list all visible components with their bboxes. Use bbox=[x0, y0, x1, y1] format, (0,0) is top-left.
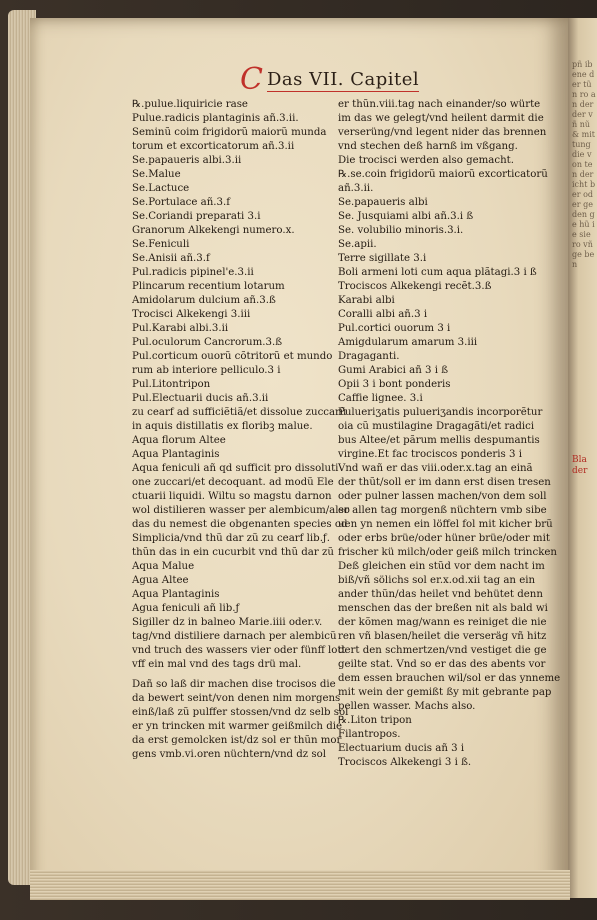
text-line: der kõmen mag/wann es reiniget die nie bbox=[338, 617, 547, 628]
text-line: Trocisci Alkekengi 3.iii bbox=[132, 309, 251, 320]
text-line: ander thũn/das heilet vnd behütet denn bbox=[338, 589, 543, 600]
text-line: Se. Jusquiami albi añ.3.i ß bbox=[338, 211, 474, 222]
chapter-title: Das VII. Capitel bbox=[266, 68, 420, 90]
text-line: Deß gleichen ein stũd vor dem nacht im bbox=[338, 561, 545, 572]
text-line: einß/laß zũ pulffer stossen/vnd dz selb sol bbox=[132, 707, 349, 718]
text-line: da bewert seint/von denen nim morgens bbox=[132, 693, 341, 704]
text-line: Aqua feniculi añ qd sufficit pro dissoluti bbox=[132, 463, 339, 474]
text-line: ℞.Liton tripon bbox=[338, 715, 412, 726]
book-bottom-edge bbox=[30, 870, 570, 900]
text-line: zu cearf ad sufficiẽtiã/et dissolue zuccarũ bbox=[132, 407, 347, 418]
text-line: Boli armeni loti cum aqua plãtagi.3 i ß bbox=[338, 267, 537, 278]
facing-page-rubric: Bla der bbox=[572, 455, 588, 476]
text-line: Se.papaueris albi.3.ii bbox=[132, 155, 242, 166]
text-line: Pulue.radicis plantaginis añ.3.ii. bbox=[132, 113, 299, 124]
text-line: oder pulner lassen machen/von dem soll bbox=[338, 491, 547, 502]
text-line: Filantropos. bbox=[338, 729, 401, 740]
text-line: in aquis distillatis ex floribꝫ malue. bbox=[132, 421, 313, 432]
text-line: Se.Portulace añ.3.f bbox=[132, 197, 231, 208]
text-line: er allen tag morgenß nüchtern vmb sibe bbox=[338, 505, 547, 516]
text-line: virgine.Et fac trociscos ponderis 3 i bbox=[338, 449, 522, 460]
text-line: Electuarium ducis añ 3 i bbox=[338, 743, 465, 754]
text-line: menschen das der breßen nit als bald wi bbox=[338, 603, 548, 614]
text-line: Seminũ coim frigidorũ maiorũ munda bbox=[132, 127, 327, 138]
rubric-initial: C bbox=[240, 62, 263, 97]
text-line: Simplicia/vnd thũ dar zũ zu cearf lib.ƒ. bbox=[132, 533, 330, 544]
text-line: frischer kü milch/oder geiß milch trincken bbox=[338, 547, 557, 558]
text-line: mit wein der gemißt ßy mit gebrante pap bbox=[338, 687, 552, 698]
text-line: Die trocisci werden also gemacht. bbox=[338, 155, 514, 166]
text-line: Coralli albi añ.3 i bbox=[338, 309, 428, 320]
text-line: Se.apii. bbox=[338, 239, 377, 250]
text-line: pellen wasser. Machs also. bbox=[338, 701, 476, 712]
text-line: im das we gelegt/vnd heilent darmit die bbox=[338, 113, 544, 124]
text-line: Se.Lactuce bbox=[132, 183, 190, 194]
text-line: Trociscos Alkekengi 3 i ß. bbox=[338, 757, 472, 768]
text-line: Aqua florum Altee bbox=[132, 435, 226, 446]
text-line: Pul.radicis pipinel'e.3.ii bbox=[132, 267, 254, 278]
text-line: Pul.Karabi albi.3.ii bbox=[132, 323, 229, 334]
text-line: Aqua Plantaginis bbox=[132, 449, 220, 460]
text-line: er yn trincken mit warmer geißmilch die bbox=[132, 721, 342, 732]
text-line: Pul.cortici ouorum 3 i bbox=[338, 323, 451, 334]
text-line: Pulueriʒatis pulueriʒandis incorporẽtur bbox=[338, 407, 543, 418]
text-line: Sigiller dz in balneo Marie.iiii oder.v. bbox=[132, 617, 323, 628]
text-line: Pul.oculorum Cancrorum.3.ß bbox=[132, 337, 283, 348]
text-line: Pul.Litontripon bbox=[132, 379, 211, 390]
text-line: Se.Malue bbox=[132, 169, 181, 180]
text-line: biß/vñ sölichs sol er.x.od.xii tag an ein bbox=[338, 575, 536, 586]
text-line: Pul.Electuarii ducis añ.3.ii bbox=[132, 393, 269, 404]
text-line: Pul.corticum ouorũ cõtritorũ et mundo bbox=[132, 351, 333, 362]
text-line: er thũn.viii.tag nach einander/so würte bbox=[338, 99, 541, 110]
text-line: Dragaganti. bbox=[338, 351, 400, 362]
text-line: wol distilieren wasser per alembicum/also bbox=[132, 505, 350, 516]
text-line: geilte stat. Vnd so er das des abents vor bbox=[338, 659, 546, 670]
text-line: Agua feniculi añ lib.ƒ bbox=[132, 603, 240, 614]
text-line: oia cũ mustilagine Dragagãti/et radici bbox=[338, 421, 535, 432]
facing-page-text: pñ ibene der tũn ro an der der vñ nũ & mit tung die von ten der icht ber oder ge den ge hũ ie sie ro vñ ge ben bbox=[572, 60, 596, 269]
text-line: dem essen brauchen wil/sol er das ynneme bbox=[338, 673, 561, 684]
text-line: ctuarii liquidi. Wiltu so magstu darnon bbox=[132, 491, 332, 502]
text-line: oder erbs brüe/oder hüner brüe/oder mit bbox=[338, 533, 550, 544]
text-line: Dañ so laß dir machen dise trocisos die bbox=[132, 679, 336, 690]
text-line: Amidolarum dulcium añ.3.ß bbox=[132, 295, 276, 306]
text-line: Aqua Plantaginis bbox=[132, 589, 220, 600]
text-line: tag/vnd distiliere darnach per alembicũ bbox=[132, 631, 337, 642]
text-line: Aqua Malue bbox=[132, 561, 195, 572]
text-line: da erst gemolcken ist/dz sol er thũn mor bbox=[132, 735, 342, 746]
text-line: Se.Coriandi preparati 3.i bbox=[132, 211, 261, 222]
text-line: Vnd wañ er das viii.oder.x.tag an einã bbox=[338, 463, 533, 474]
text-line: der thũt/soll er im dann erst disen tresen bbox=[338, 477, 551, 488]
text-line: Se.papaueris albi bbox=[338, 197, 428, 208]
text-line: Se.Feniculi bbox=[132, 239, 190, 250]
text-line: vff ein mal vnd des tags drü mal. bbox=[132, 659, 302, 670]
text-line: Karabi albi bbox=[338, 295, 395, 306]
text-line: Trociscos Alkekengi recẽt.3.ß bbox=[338, 281, 492, 292]
text-line: uen yn nemen ein löffel fol mit kicher brũ bbox=[338, 519, 553, 530]
text-line: Granorum Alkekengi numero.x. bbox=[132, 225, 295, 236]
left-text-column bbox=[132, 98, 350, 762]
text-line: rum ab interiore pelliculo.3 i bbox=[132, 365, 281, 376]
text-line: Caffie lignee. 3.i bbox=[338, 393, 423, 404]
text-line: vnd truch des wassers vier oder fünff lott bbox=[132, 645, 346, 656]
text-line: torum et excorticatorum añ.3.ii bbox=[132, 141, 295, 152]
text-line: thũn das in ein cucurbit vnd thũ dar zũ bbox=[132, 547, 334, 558]
chapter-header bbox=[240, 62, 420, 97]
text-line: ren vñ blasen/heilet die verseräg vñ hitz bbox=[338, 631, 547, 642]
text-line: Agua Altee bbox=[132, 575, 189, 586]
text-line: one zuccari/et decoquant. ad modũ Ele bbox=[132, 477, 334, 488]
text-line: Plincarum recentium lotarum bbox=[132, 281, 285, 292]
text-line: Terre sigillate 3.i bbox=[338, 253, 427, 264]
text-line: ℞.se.coin frigidorũ maiorũ excorticatorũ bbox=[338, 169, 548, 180]
right-text-column bbox=[338, 98, 561, 770]
text-line: dert den schmertzen/vnd vestiget die ge bbox=[338, 645, 547, 656]
text-line: Se.Anisii añ.3.f bbox=[132, 253, 210, 264]
text-line: Opii 3 i bont ponderis bbox=[338, 379, 451, 390]
text-line: gens vmb.vi.oren nüchtern/vnd dz sol bbox=[132, 749, 327, 760]
text-line: bus Altee/et pãrum mellis despumantis bbox=[338, 435, 540, 446]
text-line: verserüng/vnd legent nider das brennen bbox=[338, 127, 547, 138]
text-line: Gumi Arabici añ 3 i ß bbox=[338, 365, 449, 376]
text-line: das du nemest die obgenanten species od bbox=[132, 519, 348, 530]
text-line: vnd stechen deß harnß im vßgang. bbox=[338, 141, 518, 152]
text-line: añ.3.ii. bbox=[338, 183, 374, 194]
text-line: ℞.pulue.liquiricie rase bbox=[132, 99, 248, 110]
text-line: Se. volubilio minoris.3.i. bbox=[338, 225, 464, 236]
text-line: Amigdularum amarum 3.iii bbox=[338, 337, 478, 348]
